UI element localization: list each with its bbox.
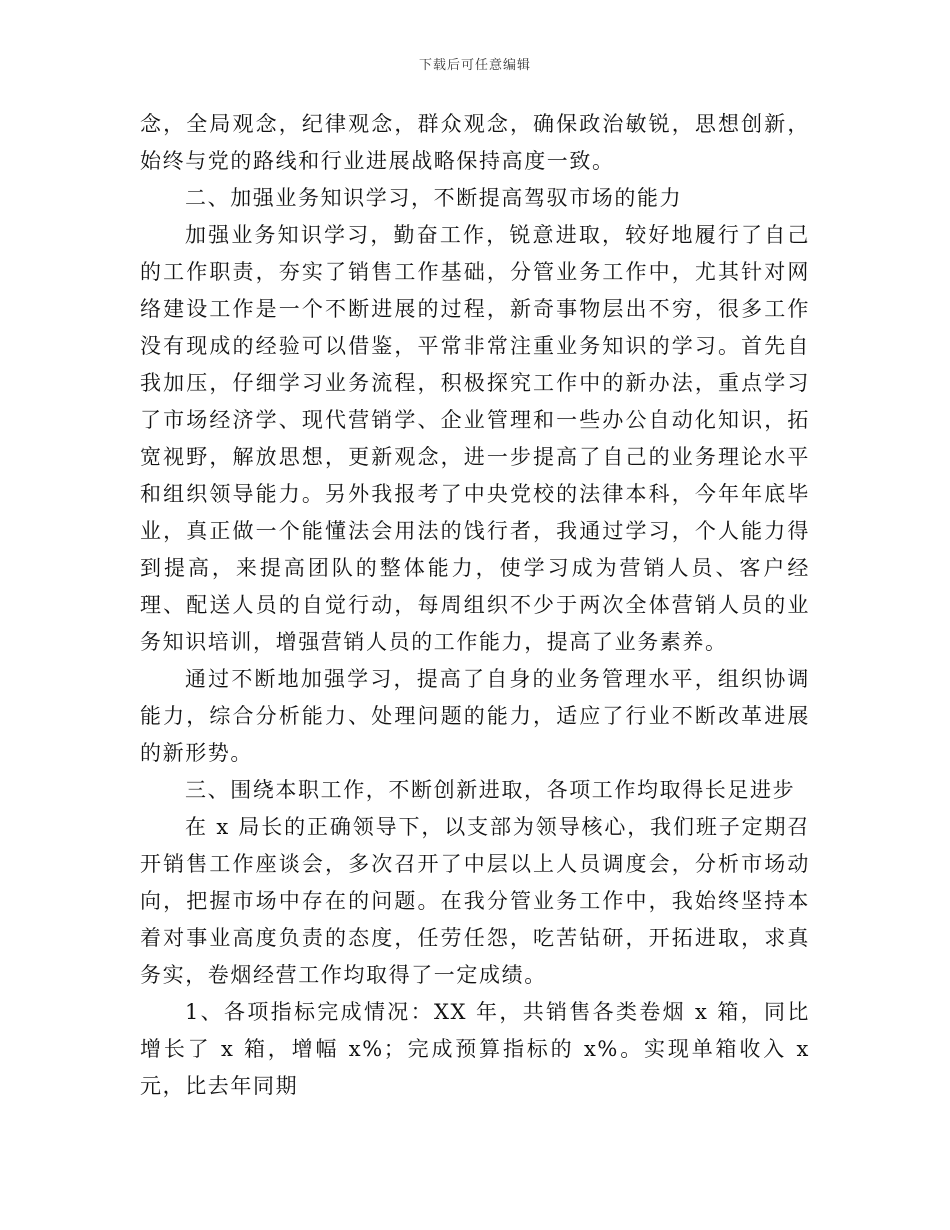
paragraph-indicators: 1、各项指标完成情况：XX 年，共销售各类卷烟 x 箱，同比增长了 x 箱，增幅 x%；完成预算指标的 x%。实现单箱收入 x 元，比去年同期 — [140, 1000, 810, 1098]
paragraph-leadership: 在 x 局长的正确领导下，以支部为领导核心，我们班子定期召开销售工作座谈会，多次召开了中层以上人员调度会，分析市场动向，把握市场中存在的问题。在我分管业务工作中，我始终坚持本着对事业高度负责的态度，任劳任怨，吃苦钻研，开拓进取，求真务实，卷烟经营工作均取得了一定成绩。 — [140, 815, 810, 987]
section-heading-2: 二、加强业务知识学习，不断提高驾驭市场的能力 — [185, 186, 683, 210]
section-heading-3: 三、围绕本职工作，不断创新进取，各项工作均取得长足进步 — [185, 778, 796, 802]
paragraph-business-study: 加强业务知识学习，勤奋工作，锐意进取，较好地履行了自己的工作职责，夯实了销售工作基础，分管业务工作中，尤其针对网络建设工作是一个不断进展的过程，新奇事物层出不穷，很多工作没有现成的经验可以借鉴，平常非常注重业务知识的学习。首先自我加压，仔细学习业务流程，积极探究工作中的新办法，重点学习了市场经济学、现代营销学、企业管理和一些办公自动化知识，拓宽视野，解放思想，更新观念，进一步提高了自己的业务理论水平和组织领导能力。另外我报考了中央党校的法律本科，今年年底毕业，真正做一个能懂法会用法的饯行者，我通过学习，个人能力得到提高，来提高团队的整体能力，使学习成为营销人员、客户经理、配送人员的自觉行动，每周组织不少于两次全体营销人员的业务知识培训，增强营销人员的工作能力，提高了业务素养。 — [140, 223, 810, 654]
header-note: 下载后可任意编辑 — [418, 58, 531, 73]
document-body — [140, 106, 810, 1105]
paragraph-study-result: 通过不断地加强学习，提高了自身的业务管理水平，组织协调能力，综合分析能力、处理问题的能力，适应了行业不断改革进展的新形势。 — [140, 667, 810, 765]
paragraph-continuation: 念，全局观念，纪律观念，群众观念，确保政治敏锐，思想创新，始终与党的路线和行业进展战略保持高度一致。 — [140, 112, 810, 173]
